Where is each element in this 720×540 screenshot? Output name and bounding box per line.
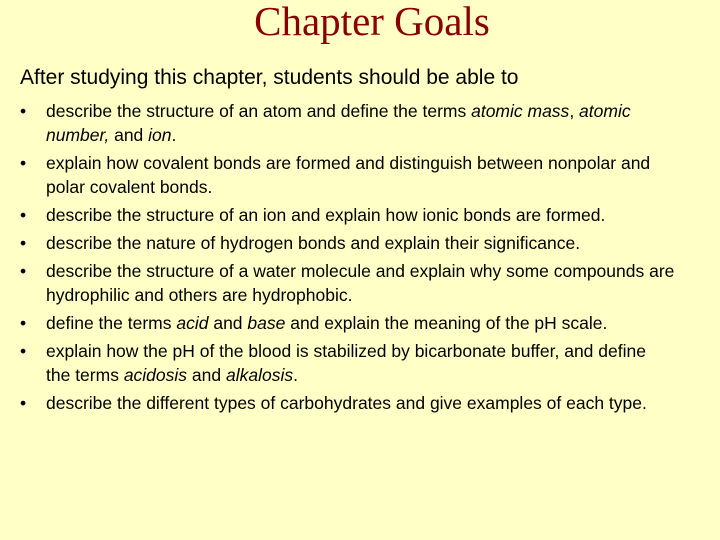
goal-text: explain how covalent bonds are formed and distinguish between nonpolar and polar covalent bonds. xyxy=(46,153,651,197)
goal-item xyxy=(20,311,675,335)
goal-text: . xyxy=(293,365,298,385)
goal-term: atomic number, xyxy=(46,101,631,145)
goal-term: acidosis xyxy=(123,365,188,385)
goal-text: and xyxy=(109,125,149,145)
goal-text: describe the nature of hydrogen bonds and explain their significance. xyxy=(46,233,581,253)
goal-text: . xyxy=(171,125,177,145)
goal-term: alkalosis xyxy=(225,365,294,385)
goal-item xyxy=(20,339,675,387)
goal-text: explain how the pH of the blood is stabilized by bicarbonate buffer, and define the terms xyxy=(46,341,646,385)
goal-term: atomic mass xyxy=(471,101,570,121)
goal-item xyxy=(20,151,675,199)
goal-text: and explain the meaning of the pH scale. xyxy=(285,313,608,333)
goal-item xyxy=(20,231,675,255)
goal-text: describe the structure of an ion and explain how ionic bonds are formed. xyxy=(46,205,606,225)
goal-list xyxy=(20,99,675,419)
goal-text: and xyxy=(208,313,248,333)
goal-item xyxy=(20,99,675,147)
goal-term: ion xyxy=(148,125,172,145)
goal-item xyxy=(20,259,675,307)
goal-item xyxy=(20,391,675,415)
goal-text: describe the different types of carbohydrates and give examples of each type. xyxy=(46,393,647,413)
goal-text: describe the structure of a water molecule and explain why some compounds are hydrophilic and others are hydrophobic. xyxy=(46,261,675,305)
goal-term: acid xyxy=(176,313,209,333)
goal-term: base xyxy=(247,313,286,333)
goal-text: and xyxy=(187,365,226,385)
goal-text: describe the structure of an atom and define the terms xyxy=(46,101,472,121)
goal-item xyxy=(20,203,675,227)
slide-title: Chapter Goals xyxy=(254,0,490,44)
intro-text: After studying this chapter, students should be able to xyxy=(20,66,519,89)
goal-text: define the terms xyxy=(46,313,177,333)
goal-text: , xyxy=(569,101,580,121)
